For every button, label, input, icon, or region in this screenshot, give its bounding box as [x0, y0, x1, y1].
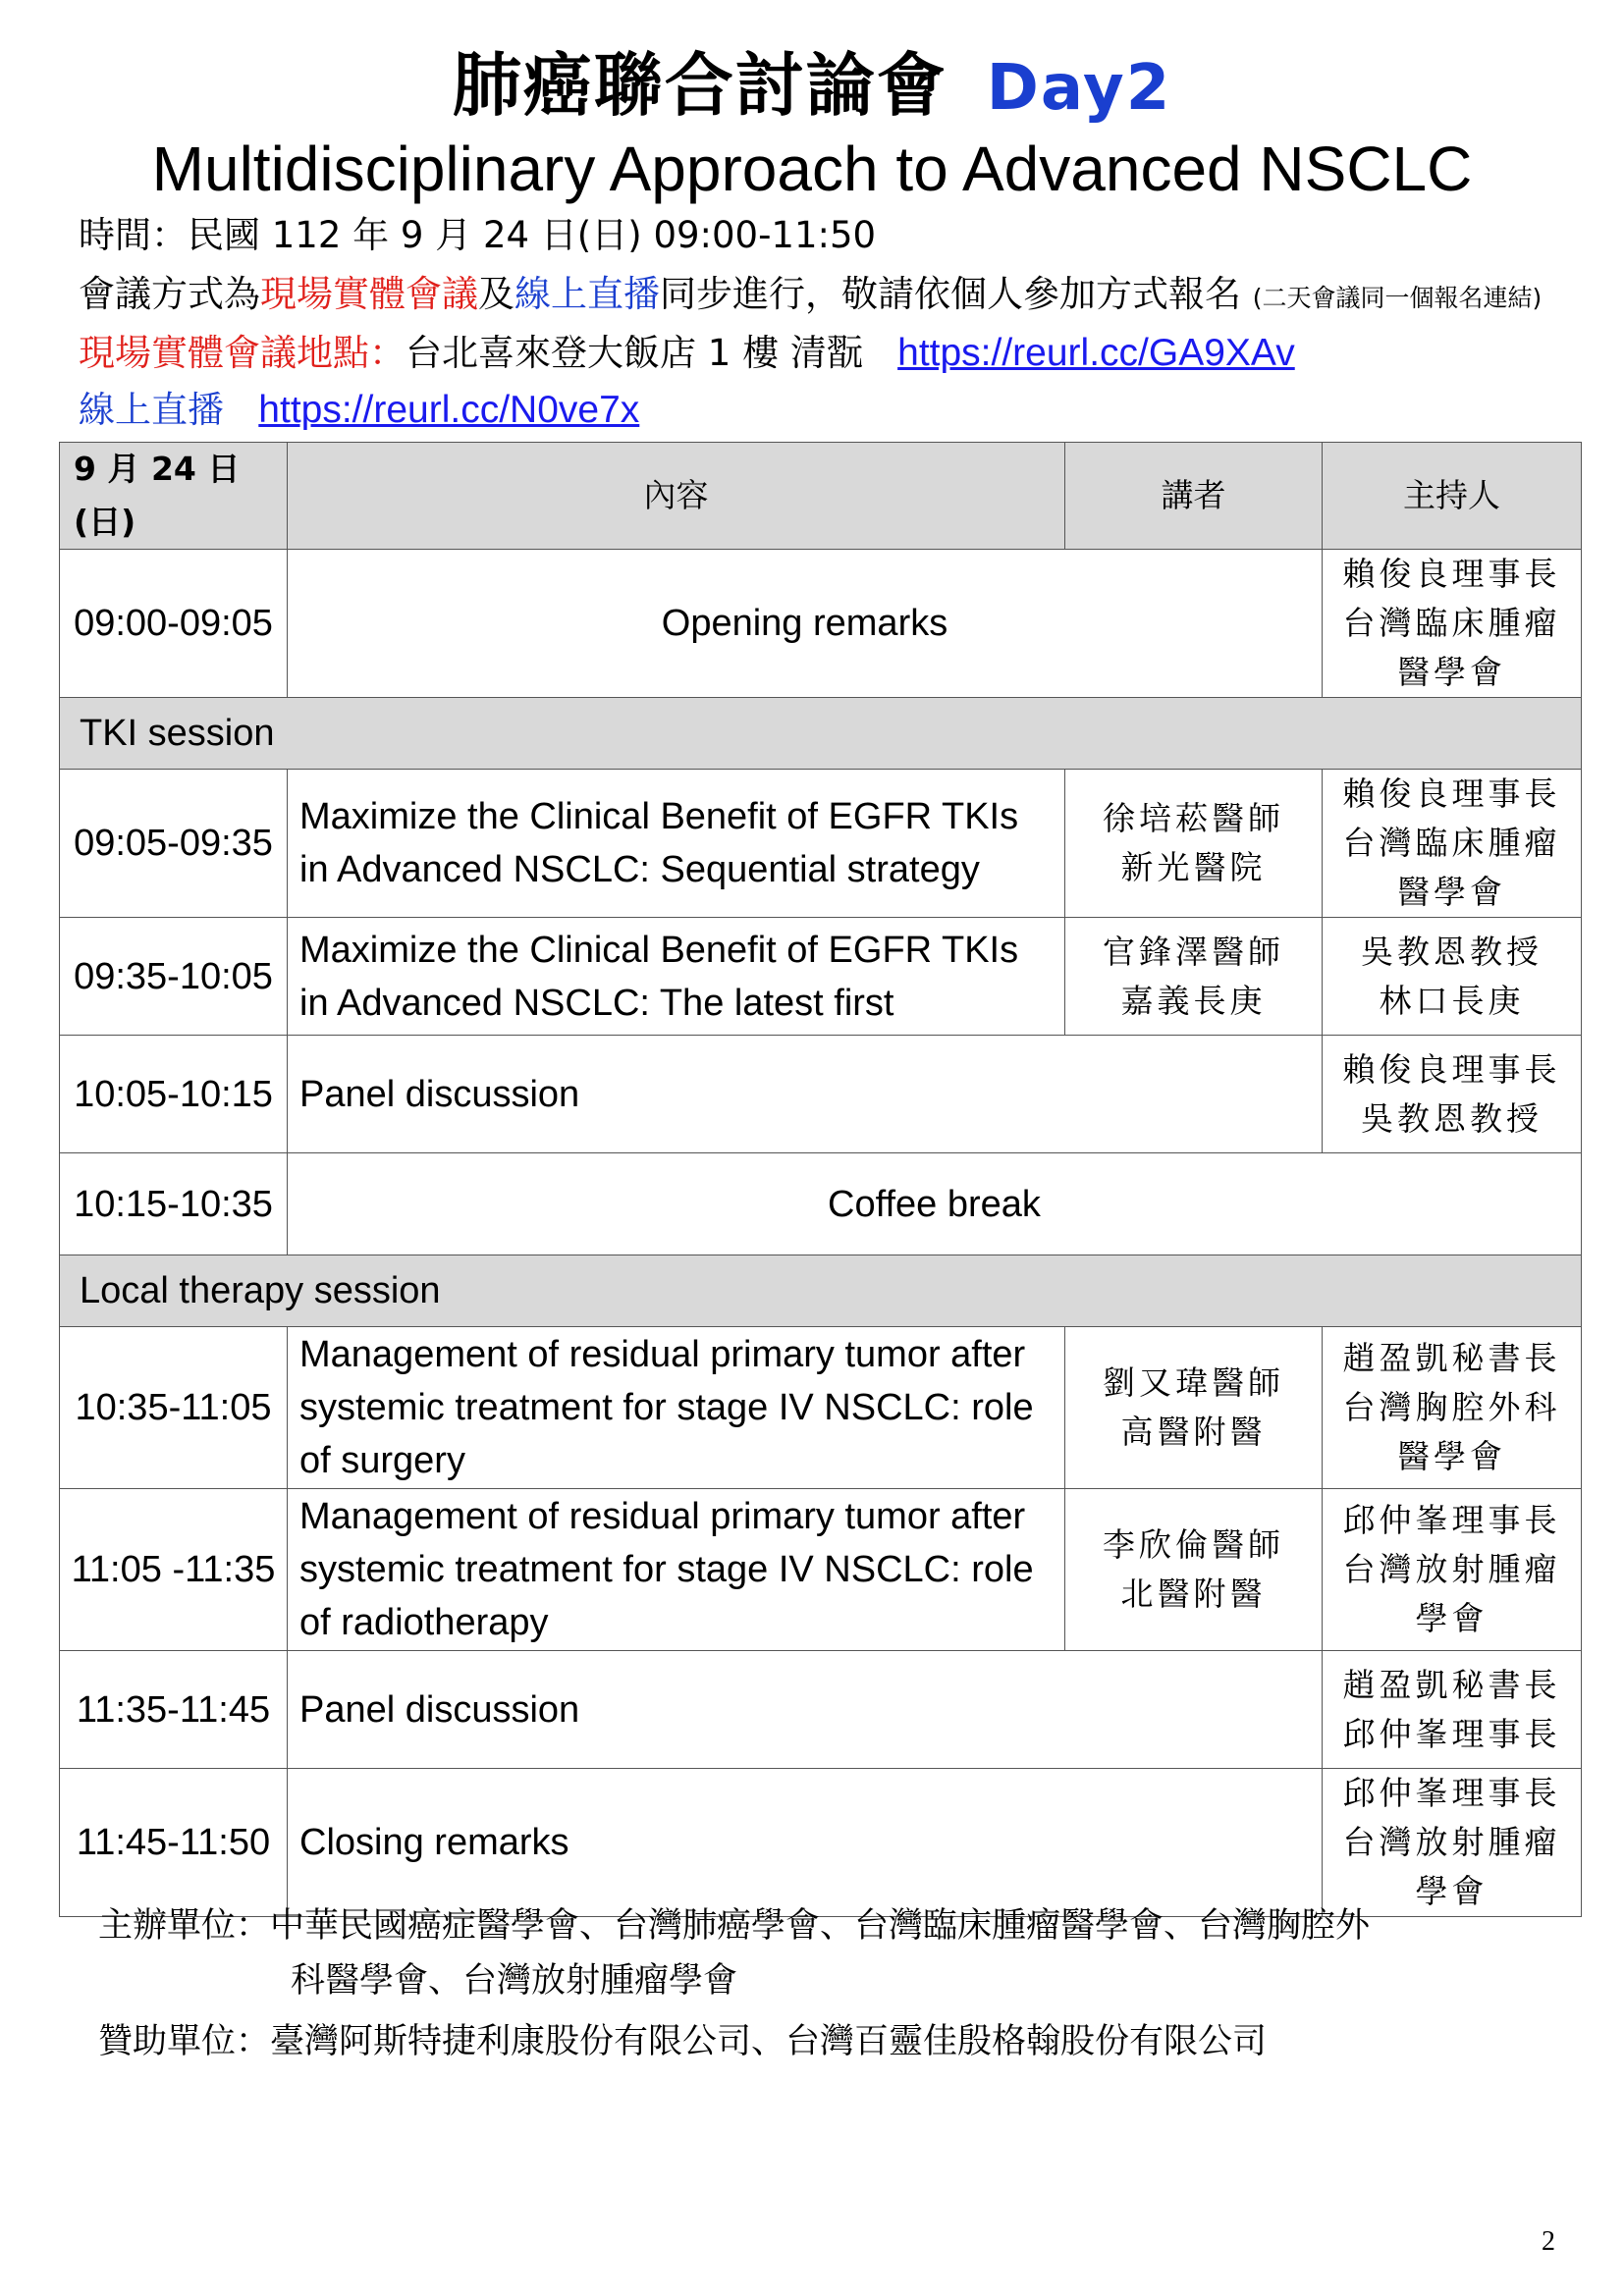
venue-label: 現場實體會議地點：	[79, 332, 406, 374]
mode-suffix: 同步進行，敬請依個人參加方式報名	[660, 273, 1241, 315]
venue-name: 台北喜來登大飯店 1 樓 清翫	[406, 332, 863, 374]
page-title	[0, 41, 1624, 133]
page-number: 2	[1542, 2226, 1555, 2257]
online-label: 線上直播	[79, 389, 224, 431]
row-chair: 邱仲峯理事長 台灣放射腫瘤 學會	[1323, 1769, 1582, 1917]
row-chair: 賴俊良理事長 吳教恩教授	[1323, 1036, 1582, 1153]
row-content: Opening remarks	[288, 550, 1323, 698]
mode-onsite: 現場實體會議	[260, 273, 478, 315]
row-time: 10:05-10:15	[60, 1036, 288, 1153]
table-row	[60, 1489, 1582, 1651]
time-info: 時間：民國 112 年 9 月 24 日(日) 09:00-11:50	[79, 214, 877, 256]
row-content: Closing remarks	[288, 1769, 1323, 1917]
session-title: TKI session	[60, 698, 1582, 770]
table-row	[60, 770, 1582, 918]
session-row-tki	[60, 698, 1582, 770]
row-content: Panel discussion	[288, 1651, 1323, 1769]
row-time: 09:35-10:05	[60, 918, 288, 1036]
session-title: Local therapy session	[60, 1255, 1582, 1327]
online-info	[79, 385, 639, 436]
row-time: 09:05-09:35	[60, 770, 288, 918]
row-speaker: 李欣倫醫師 北醫附醫	[1065, 1489, 1323, 1651]
row-content: Maximize the Clinical Benefit of EGFR TKIs in Advanced NSCLC: The latest first	[288, 918, 1065, 1036]
mode-and: 及	[478, 273, 514, 315]
header-speaker: 講者	[1065, 443, 1323, 550]
row-speaker: 官鋒澤醫師 嘉義長庚	[1065, 918, 1323, 1036]
row-speaker: 徐培菘醫師 新光醫院	[1065, 770, 1323, 918]
row-time: 11:45-11:50	[60, 1769, 288, 1917]
organizers-line-2: 科醫學會、台灣放射腫瘤學會	[291, 1961, 738, 2001]
table-row	[60, 550, 1582, 698]
venue-link[interactable]: https://reurl.cc/GA9XAv	[897, 332, 1295, 374]
mode-online: 線上直播	[514, 273, 660, 315]
row-time: 10:35-11:05	[60, 1327, 288, 1489]
row-content: Coffee break	[288, 1153, 1582, 1255]
table-row	[60, 1769, 1582, 1917]
table-row	[60, 1036, 1582, 1153]
table-row	[60, 1327, 1582, 1489]
row-chair: 邱仲峯理事長 台灣放射腫瘤 學會	[1323, 1489, 1582, 1651]
row-time: 10:15-10:35	[60, 1153, 288, 1255]
online-link[interactable]: https://reurl.cc/N0ve7x	[258, 389, 640, 431]
mode-info	[79, 269, 1542, 324]
title-zh: 肺癌聯合討論會	[452, 45, 947, 126]
row-time: 11:05 -11:35	[60, 1489, 288, 1651]
row-chair: 吳教恩教授 林口長庚	[1323, 918, 1582, 1036]
row-chair: 賴俊良理事長 台灣臨床腫瘤 醫學會	[1323, 770, 1582, 918]
row-content: Management of residual primary tumor after systemic treatment for stage IV NSCLC: role of radiotherapy	[288, 1489, 1065, 1651]
table-header-row	[60, 443, 1582, 550]
row-content: Management of residual primary tumor after systemic treatment for stage IV NSCLC: role of surgery	[288, 1327, 1065, 1489]
schedule-table	[59, 442, 1582, 1917]
table-row	[60, 918, 1582, 1036]
mode-prefix: 會議方式為	[79, 273, 260, 315]
venue-info	[79, 328, 1295, 379]
title-day: Day2	[986, 52, 1172, 125]
row-content: Maximize the Clinical Benefit of EGFR TKIs in Advanced NSCLC: Sequential strategy	[288, 770, 1065, 918]
table-row	[60, 1651, 1582, 1769]
header-chair: 主持人	[1323, 443, 1582, 550]
header-date: 9 月 24 日(日)	[60, 443, 288, 550]
sponsors: 贊助單位：臺灣阿斯特捷利康股份有限公司、台灣百靈佳殷格翰股份有限公司	[98, 2022, 1268, 2061]
row-speaker: 劉又瑋醫師 高醫附醫	[1065, 1327, 1323, 1489]
row-chair: 賴俊良理事長 台灣臨床腫瘤 醫學會	[1323, 550, 1582, 698]
mode-note: (二天會議同一個報名連結)	[1252, 284, 1543, 312]
organizers-line-1: 主辦單位：中華民國癌症醫學會、台灣肺癌學會、台灣臨床腫瘤醫學會、台灣胸腔外	[98, 1906, 1371, 1946]
session-row-local	[60, 1255, 1582, 1327]
table-row	[60, 1153, 1582, 1255]
row-content: Panel discussion	[288, 1036, 1323, 1153]
page-subtitle: Multidisciplinary Approach to Advanced NSCLC	[151, 133, 1473, 204]
row-chair: 趙盈凱秘書長 台灣胸腔外科 醫學會	[1323, 1327, 1582, 1489]
header-content: 內容	[288, 443, 1065, 550]
row-time: 11:35-11:45	[60, 1651, 288, 1769]
row-chair: 趙盈凱秘書長 邱仲峯理事長	[1323, 1651, 1582, 1769]
row-time: 09:00-09:05	[60, 550, 288, 698]
